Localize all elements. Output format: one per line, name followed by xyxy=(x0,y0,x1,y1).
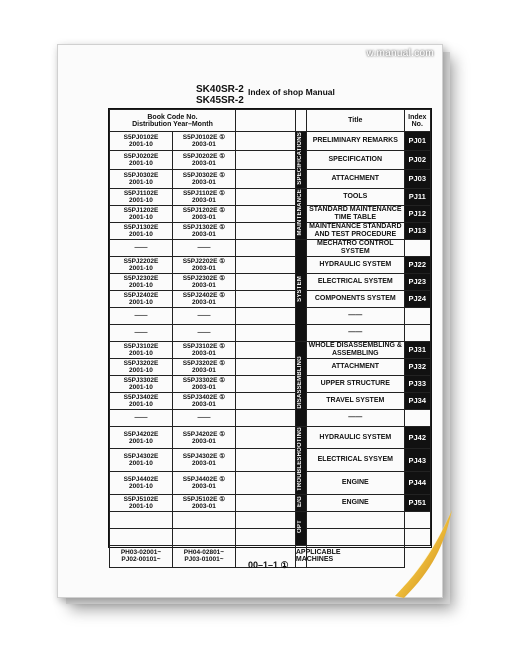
table-row xyxy=(110,409,431,426)
index-number: PJ31 xyxy=(404,341,430,358)
table-row xyxy=(110,273,431,290)
blank-cell xyxy=(235,150,295,169)
category-text: E/G xyxy=(297,495,304,507)
book-code-revision: S5PJ3302E ① xyxy=(182,376,226,384)
book-code-revision-cell xyxy=(172,150,235,169)
title-cell: ELECTRICAL SYSYEM xyxy=(307,449,405,472)
book-code-revision: S5PJ2402E ① xyxy=(182,291,226,299)
table-row xyxy=(110,358,431,375)
book-code-cell xyxy=(110,528,173,545)
distribution-date: 2001-10 xyxy=(129,366,153,374)
book-code: S5PJ1202E xyxy=(123,206,159,214)
book-code-revision-cell xyxy=(172,169,235,188)
book-code-revision-cell xyxy=(172,256,235,273)
book-code-label: Book Code No. xyxy=(147,113,198,121)
book-code-revision-cell xyxy=(172,528,235,545)
distribution-date: 2001-10 xyxy=(129,437,153,445)
blank-cell xyxy=(235,392,295,409)
table-row xyxy=(110,341,431,358)
book-code-header xyxy=(110,110,236,132)
blank-header xyxy=(235,110,295,132)
model-names xyxy=(196,84,244,106)
book-code: S5PJ0202E xyxy=(123,152,159,160)
book-code-revision-cell xyxy=(172,511,235,528)
distribution-date-revision: 2003-01 xyxy=(192,437,216,445)
book-code-revision-cell xyxy=(172,324,235,341)
book-code: S5PJ2302E xyxy=(123,274,159,282)
book-code-cell xyxy=(110,273,173,290)
index-number: PJ51 xyxy=(404,494,430,511)
book-code: S5PJ4302E xyxy=(123,453,159,461)
title-cell: ATTACHMENT xyxy=(307,169,405,188)
table-row xyxy=(110,290,431,307)
book-code-revision-cell xyxy=(172,273,235,290)
title-cell: HYDRAULIC SYSTEM xyxy=(307,426,405,449)
page-title: Index of shop Manual xyxy=(248,87,335,97)
distribution-label: Distribution Year–Month xyxy=(132,120,213,128)
blank-cell xyxy=(235,409,295,426)
book-code-revision: S5PJ4202E ① xyxy=(182,430,226,438)
blank-cell xyxy=(235,358,295,375)
title-cell: MAINTENANCE STANDARD AND TEST PROCEDURE xyxy=(307,222,405,239)
title-cell: —— xyxy=(307,409,405,426)
book-code-revision-cell xyxy=(172,472,235,495)
blank-cell xyxy=(235,324,295,341)
book-code-revision-cell xyxy=(172,426,235,449)
book-code-revision: S5PJ0102E ① xyxy=(182,133,226,141)
distribution-date-revision: 2003-01 xyxy=(192,264,216,272)
distribution-date: 2001-10 xyxy=(129,298,153,306)
book-code: —— xyxy=(134,414,148,422)
table-row xyxy=(110,307,431,324)
title-cell: —— xyxy=(307,307,405,324)
distribution-date: PJ02-00101~ xyxy=(121,556,161,564)
book-code-revision-cell xyxy=(172,449,235,472)
blank-cell xyxy=(235,375,295,392)
distribution-date-revision: 2003-01 xyxy=(192,213,216,221)
distribution-date-revision: 2003-01 xyxy=(192,140,216,148)
blank-cell xyxy=(235,256,295,273)
book-code-cell xyxy=(110,545,173,567)
book-code: S5PJ1302E xyxy=(123,223,159,231)
blank-cell xyxy=(235,132,295,151)
blank-cell xyxy=(235,169,295,188)
index-header: Index No. xyxy=(404,110,430,132)
distribution-date: 2001-10 xyxy=(129,281,153,289)
title-cell: TOOLS xyxy=(307,188,405,205)
index-number: PJ32 xyxy=(404,358,430,375)
book-code-revision-cell xyxy=(172,545,235,567)
book-code-revision-cell xyxy=(172,392,235,409)
category-label xyxy=(295,494,306,511)
distribution-date: 2001-10 xyxy=(129,230,153,238)
book-code-cell xyxy=(110,324,173,341)
book-code-revision: —— xyxy=(197,414,211,422)
title-cell: ELECTRICAL SYSTEM xyxy=(307,273,405,290)
table-row xyxy=(110,375,431,392)
book-code-cell xyxy=(110,222,173,239)
model-line-2: SK45SR-2 xyxy=(196,95,244,106)
distribution-date: 2001-10 xyxy=(129,400,153,408)
distribution-date-revision: 2003-01 xyxy=(192,383,216,391)
book-code-cell xyxy=(110,290,173,307)
title-cell: TRAVEL SYSTEM xyxy=(307,392,405,409)
index-number: PJ12 xyxy=(404,205,430,222)
book-code-revision-cell xyxy=(172,290,235,307)
book-code: S5PJ0302E xyxy=(123,171,159,179)
book-code-cell xyxy=(110,205,173,222)
distribution-date: 2001-10 xyxy=(129,196,153,204)
book-code-revision: —— xyxy=(197,244,211,252)
book-code-revision: S5PJ0302E ① xyxy=(182,171,226,179)
book-code-revision: S5PJ5102E ① xyxy=(182,495,226,503)
page-curl-icon xyxy=(380,500,460,600)
distribution-date-revision: 2003-01 xyxy=(192,366,216,374)
blank-cell xyxy=(235,472,295,495)
index-number: PJ01 xyxy=(404,132,430,151)
distribution-date: 2001-10 xyxy=(129,159,153,167)
book-code-revision-cell xyxy=(172,358,235,375)
category-label xyxy=(295,426,306,494)
model-line-1: SK40SR-2 xyxy=(196,84,244,95)
book-code: S5PJ4202E xyxy=(123,430,159,438)
blank-cell xyxy=(235,273,295,290)
distribution-date: 2001-10 xyxy=(129,460,153,468)
book-code-cell xyxy=(110,358,173,375)
title-cell: COMPONENTS SYSTEM xyxy=(307,290,405,307)
table-row xyxy=(110,205,431,222)
index-number: PJ02 xyxy=(404,150,430,169)
book-code: PH03-02001~ xyxy=(120,549,162,557)
title-cell: WHOLE DISASSEMBLING & ASSEMBLING xyxy=(307,341,405,358)
index-number: PJ33 xyxy=(404,375,430,392)
category-label xyxy=(295,511,306,545)
book-code: S5PJ5102E xyxy=(123,495,159,503)
blank-cell xyxy=(235,222,295,239)
index-number xyxy=(404,239,430,256)
blank-cell xyxy=(235,307,295,324)
book-code-revision-cell xyxy=(172,222,235,239)
book-code-cell xyxy=(110,341,173,358)
book-code-cell xyxy=(110,409,173,426)
index-number: PJ11 xyxy=(404,188,430,205)
index-table-wrapper xyxy=(108,108,432,564)
watermark: w.manual.com xyxy=(366,48,434,59)
category-label xyxy=(295,132,306,189)
table-row xyxy=(110,222,431,239)
book-code-revision: —— xyxy=(197,312,211,320)
book-code-cell xyxy=(110,188,173,205)
title-cell: PRELIMINARY REMARKS xyxy=(307,132,405,151)
book-code-cell xyxy=(110,239,173,256)
distribution-date-revision: 2003-01 xyxy=(192,281,216,289)
distribution-date-revision: PJ03-01001~ xyxy=(184,556,224,564)
title-cell: ENGINE xyxy=(307,472,405,495)
blank-cell xyxy=(235,239,295,256)
blank-cell xyxy=(235,341,295,358)
table-row xyxy=(110,426,431,449)
book-code-cell xyxy=(110,132,173,151)
distribution-date: 2001-10 xyxy=(129,349,153,357)
title-cell: HYDRAULIC SYSTEM xyxy=(307,256,405,273)
book-code-revision: S5PJ4402E ① xyxy=(182,475,226,483)
book-code-revision-cell xyxy=(172,132,235,151)
blank-cell xyxy=(235,426,295,449)
title-cell: SPECIFICATION xyxy=(307,150,405,169)
book-code-revision: S5PJ3202E ① xyxy=(182,359,226,367)
distribution-date: 2001-10 xyxy=(129,502,153,510)
book-code-revision: PH04-02801~ xyxy=(183,549,225,557)
title-cell: APPLICABLE MACHINES xyxy=(295,545,306,567)
distribution-date-revision: 2003-01 xyxy=(192,460,216,468)
category-label xyxy=(295,239,306,341)
index-number: PJ24 xyxy=(404,290,430,307)
index-number: PJ44 xyxy=(404,472,430,495)
book-code-revision: S5PJ1202E ① xyxy=(182,206,226,214)
book-code-revision: S5PJ0202E ① xyxy=(182,152,226,160)
book-code-cell xyxy=(110,494,173,511)
category-text: DISASSEMBLING xyxy=(297,355,304,409)
distribution-date-revision: 2003-01 xyxy=(192,178,216,186)
category-header xyxy=(295,110,306,132)
book-code-revision: S5PJ2302E ① xyxy=(182,274,226,282)
book-code-cell xyxy=(110,375,173,392)
book-code-revision: S5PJ2202E ① xyxy=(182,257,226,265)
distribution-date-revision: 2003-01 xyxy=(192,502,216,510)
category-text: OPT xyxy=(297,520,304,534)
table-row xyxy=(110,188,431,205)
title-cell: UPPER STRUCTURE xyxy=(307,375,405,392)
book-code: S5PJ4402E xyxy=(123,475,159,483)
table-row xyxy=(110,472,431,495)
book-code-revision-cell xyxy=(172,494,235,511)
distribution-date: 2001-10 xyxy=(129,178,153,186)
book-code-cell xyxy=(110,511,173,528)
blank-cell xyxy=(235,449,295,472)
category-text: MAINTENANCE xyxy=(297,188,304,236)
title-cell: ATTACHMENT xyxy=(307,358,405,375)
distribution-date-revision: 2003-01 xyxy=(192,159,216,167)
index-number xyxy=(404,409,430,426)
book-code-cell xyxy=(110,150,173,169)
book-code-revision-cell xyxy=(172,239,235,256)
book-code-revision-cell xyxy=(172,205,235,222)
distribution-date: 2001-10 xyxy=(129,383,153,391)
title-cell: ENGINE xyxy=(307,494,405,511)
distribution-date-revision: 2003-01 xyxy=(192,400,216,408)
distribution-date-revision: 2003-01 xyxy=(192,230,216,238)
category-label xyxy=(295,341,306,426)
index-number: PJ43 xyxy=(404,449,430,472)
blank-cell xyxy=(235,290,295,307)
blank-cell xyxy=(235,494,295,511)
book-code-revision-cell xyxy=(172,409,235,426)
book-code-revision: S5PJ3402E ① xyxy=(182,393,226,401)
distribution-date-revision: 2003-01 xyxy=(192,482,216,490)
index-number: PJ42 xyxy=(404,426,430,449)
book-code: S5PJ3302E xyxy=(123,376,159,384)
book-code-revision: S5PJ3102E ① xyxy=(182,342,226,350)
book-code-cell xyxy=(110,449,173,472)
table-row xyxy=(110,324,431,341)
category-text: TROUBLESHOOTING xyxy=(297,426,304,491)
distribution-date: 2001-10 xyxy=(129,264,153,272)
book-code-cell xyxy=(110,307,173,324)
table-row xyxy=(110,150,431,169)
title-cell: —— xyxy=(307,324,405,341)
table-row xyxy=(110,256,431,273)
book-code-revision: S5PJ1102E ① xyxy=(182,189,225,197)
distribution-date: 2001-10 xyxy=(129,140,153,148)
book-code-cell xyxy=(110,472,173,495)
book-code-revision-cell xyxy=(172,188,235,205)
table-row xyxy=(110,239,431,256)
table-row xyxy=(110,132,431,151)
book-code: S5PJ3102E xyxy=(123,342,159,350)
distribution-date-revision: 2003-01 xyxy=(192,349,216,357)
page-number: 00–1–1 ① xyxy=(248,560,289,570)
distribution-date: 2001-10 xyxy=(129,482,153,490)
table-row xyxy=(110,169,431,188)
blank-cell xyxy=(235,528,295,545)
blank-cell xyxy=(235,188,295,205)
blank-cell xyxy=(235,205,295,222)
blank-cell xyxy=(235,511,295,528)
book-code-revision: S5PJ1302E ① xyxy=(182,223,226,231)
book-code-revision-cell xyxy=(172,307,235,324)
book-code-cell xyxy=(110,256,173,273)
book-code-revision: S5PJ4302E ① xyxy=(182,453,226,461)
distribution-date: 2001-10 xyxy=(129,213,153,221)
category-label xyxy=(295,188,306,239)
title-cell: MECHATRO CONTROL SYSTEM xyxy=(307,239,405,256)
distribution-date-revision: 2003-01 xyxy=(192,196,216,204)
book-code: S5PJ2402E xyxy=(123,291,159,299)
index-number xyxy=(404,324,430,341)
book-code: S5PJ2202E xyxy=(123,257,159,265)
book-code-cell xyxy=(110,392,173,409)
book-code-revision-cell xyxy=(172,375,235,392)
book-code-revision: —— xyxy=(197,329,211,337)
index-number: PJ23 xyxy=(404,273,430,290)
index-number: PJ13 xyxy=(404,222,430,239)
book-code: S5PJ3202E xyxy=(123,359,159,367)
book-code: —— xyxy=(134,244,148,252)
book-code: S5PJ3402E xyxy=(123,393,159,401)
index-number: PJ22 xyxy=(404,256,430,273)
book-code: —— xyxy=(134,312,148,320)
book-code-cell xyxy=(110,169,173,188)
index-table xyxy=(109,109,431,568)
table-row xyxy=(110,449,431,472)
book-code-cell xyxy=(110,426,173,449)
category-text: SYSTEM xyxy=(297,275,304,302)
book-code-revision-cell xyxy=(172,341,235,358)
distribution-date-revision: 2003-01 xyxy=(192,298,216,306)
title-header: Title xyxy=(307,110,405,132)
index-number: PJ03 xyxy=(404,169,430,188)
book-code: —— xyxy=(134,329,148,337)
index-number xyxy=(404,307,430,324)
book-code: S5PJ0102E xyxy=(123,133,159,141)
table-row xyxy=(110,392,431,409)
title-cell: STANDARD MAINTENANCE TIME TABLE xyxy=(307,205,405,222)
category-text: SPECIFICATIONS xyxy=(297,132,304,185)
book-code: S5PJ1102E xyxy=(123,189,159,197)
index-number: PJ34 xyxy=(404,392,430,409)
